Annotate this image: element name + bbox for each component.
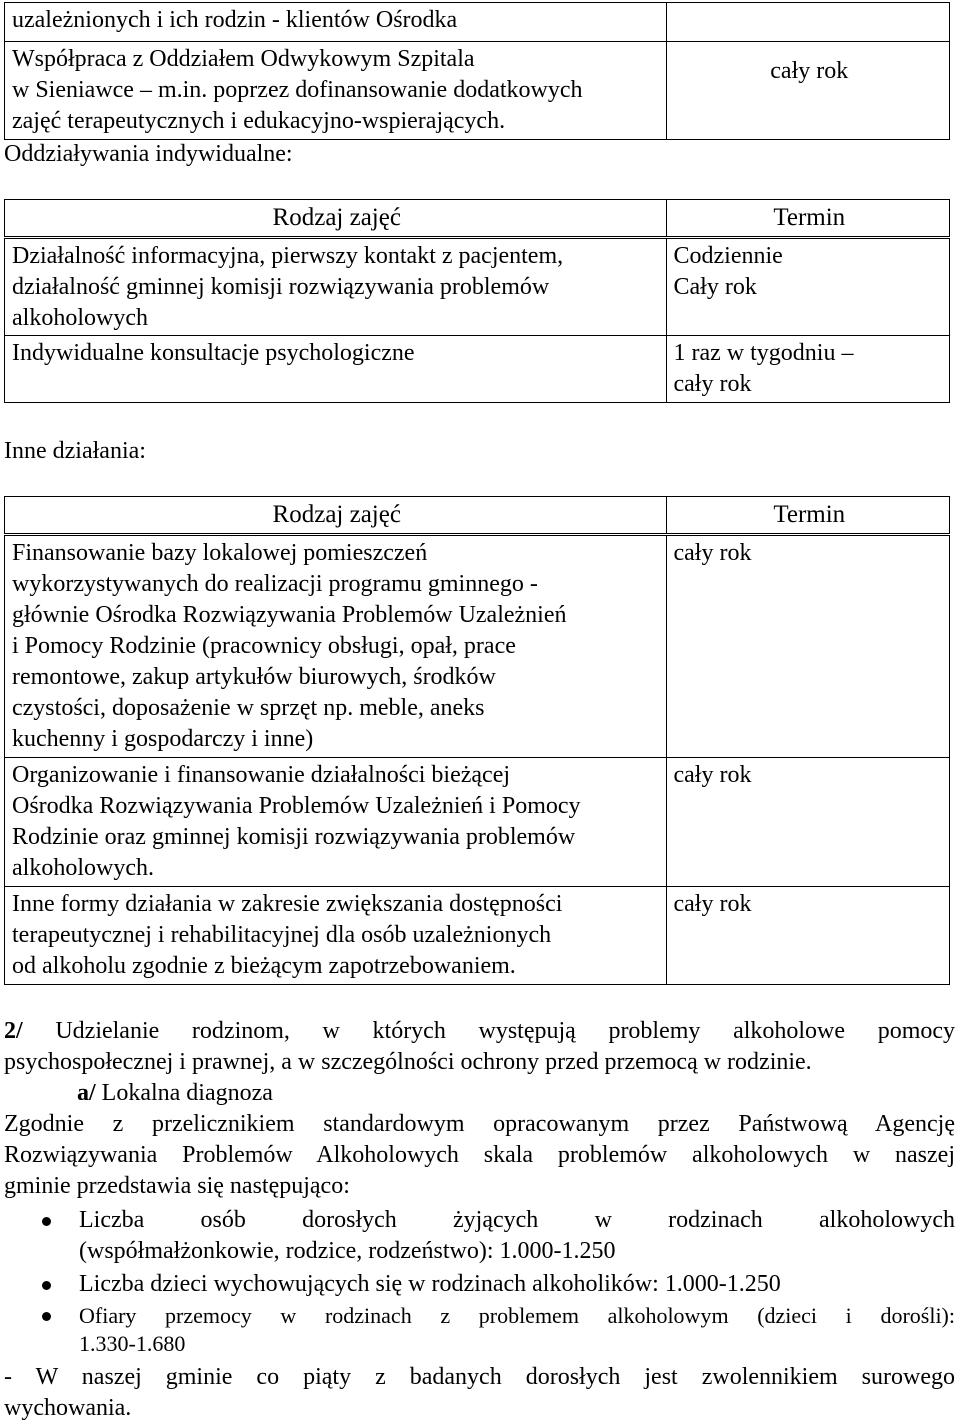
bullet-icon bbox=[42, 1281, 51, 1290]
row2-line-3: zajęć terapeutycznych i edukacyjno-wspierających. bbox=[12, 108, 506, 134]
other-row2-line1: Organizowanie i finansowanie działalności bieżącej bbox=[12, 762, 511, 788]
table-row bbox=[5, 3, 950, 42]
table-cell bbox=[5, 336, 667, 403]
table-cell bbox=[666, 42, 950, 140]
intro-line3: gminie przedstawia się następująco: bbox=[4, 1173, 350, 1199]
point2-line2: psychospołecznej i prawnej, a w szczególności ochrony przed przemocą w rodzinie. bbox=[4, 1049, 812, 1075]
table-cell bbox=[5, 887, 667, 985]
individual-table bbox=[4, 199, 950, 403]
diagnosis-list bbox=[0, 1205, 955, 1359]
other-row3-line2: terapeutycznej i rehabilitacyjnej dla osób uzależnionych bbox=[12, 922, 552, 948]
header-type: Rodzaj zajęć bbox=[5, 497, 667, 535]
table-row bbox=[5, 336, 950, 403]
bullet2-line1: Liczba dzieci wychowujących się w rodzinach alkoholików: 1.000-1.250 bbox=[79, 1271, 781, 1297]
individual-row2-term1: 1 raz w tygodniu – bbox=[673, 340, 854, 366]
table-row bbox=[5, 758, 950, 887]
other-row3-line1: Inne formy działania w zakresie zwiększania dostępności bbox=[12, 891, 563, 917]
individual-row1-line2: działalność gminnej komisji rozwiązywania problemów bbox=[12, 274, 550, 300]
table-cell bbox=[5, 3, 667, 42]
bullet3-line1: Ofiary przemocy w rodzinach z problemem alkoholowym (dzieci i dorośli): bbox=[79, 1303, 955, 1328]
other-row1-line7: kuchenny i gospodarczy i inne) bbox=[12, 726, 314, 752]
header-term: Termin bbox=[666, 200, 950, 238]
table-row bbox=[5, 887, 950, 985]
other-row2-line2: Ośrodka Rozwiązywania Problemów Uzależnień i Pomocy bbox=[12, 793, 581, 819]
individual-row1-term1: Codziennie bbox=[673, 243, 783, 269]
other-row1-line5: remontowe, zakup artykułów biurowych, środków bbox=[12, 664, 496, 690]
list-item bbox=[0, 1300, 955, 1359]
list-item bbox=[0, 1269, 955, 1300]
table-row bbox=[5, 535, 950, 758]
point2-paragraph bbox=[4, 1016, 955, 1078]
subsection-number: a/ bbox=[77, 1080, 96, 1106]
table-cell bbox=[666, 3, 950, 42]
other-row1-term: cały rok bbox=[673, 540, 752, 566]
bullet3-line2: 1.330-1.680 bbox=[79, 1331, 186, 1356]
subsection-title: Lokalna diagnoza bbox=[101, 1080, 273, 1106]
other-row2-line4: alkoholowych. bbox=[12, 855, 154, 881]
other-row1-line4: i Pomocy Rodzinie (pracownicy obsługi, opał, prace bbox=[12, 633, 516, 659]
closing-line1: - W naszej gminie co piąty z badanych dorosłych jest zwolennikiem surowego bbox=[4, 1364, 955, 1390]
table-cell bbox=[5, 535, 667, 758]
intro-line2: Rozwiązywania Problemów Alkoholowych skala problemów alkoholowych w naszej bbox=[4, 1142, 955, 1168]
row2-line-1: Współpraca z Oddziałem Odwykowym Szpitala bbox=[12, 46, 475, 72]
individual-row2-line1: Indywidualne konsultacje psychologiczne bbox=[12, 340, 415, 366]
row2-term: cały rok bbox=[770, 58, 849, 84]
table-header-row bbox=[5, 497, 950, 535]
section-heading-other: Inne działania: bbox=[4, 438, 146, 464]
other-row1-line1: Finansowanie bazy lokalowej pomieszczeń bbox=[12, 540, 428, 566]
other-row1-line2: wykorzystywanych do realizacji programu gminnego - bbox=[12, 571, 538, 597]
bullet1-line2: (współmałżonkowie, rodzice, rodzeństwo): 1.000-1.250 bbox=[79, 1238, 616, 1264]
bullet-icon bbox=[42, 1217, 51, 1226]
intro-paragraph bbox=[4, 1109, 955, 1202]
row2-line-2: w Sieniawce – m.in. poprzez dofinansowanie dodatkowych bbox=[12, 77, 583, 103]
bullet-icon bbox=[42, 1312, 51, 1321]
table-cell bbox=[666, 336, 950, 403]
closing-paragraph bbox=[4, 1362, 955, 1424]
table-header-row bbox=[5, 200, 950, 238]
header-type: Rodzaj zajęć bbox=[5, 200, 667, 238]
top-table bbox=[4, 2, 950, 140]
table-cell bbox=[5, 758, 667, 887]
individual-row1-line3: alkoholowych bbox=[12, 305, 148, 331]
other-row3-term: cały rok bbox=[673, 891, 752, 917]
closing-line2: wychowania. bbox=[4, 1395, 132, 1421]
individual-row1-line1: Działalność informacyjna, pierwszy kontakt z pacjentem, bbox=[12, 243, 564, 269]
section-heading-individual: Oddziaływania indywidualne: bbox=[4, 141, 293, 167]
table-cell bbox=[5, 238, 667, 336]
other-row3-line3: od alkoholu zgodnie z bieżącym zapotrzebowaniem. bbox=[12, 953, 516, 979]
individual-row2-term2: cały rok bbox=[673, 371, 752, 397]
table-cell bbox=[666, 758, 950, 887]
other-row1-line6: czystości, doposażenie w sprzęt np. meble, aneks bbox=[12, 695, 485, 721]
table-cell bbox=[666, 887, 950, 985]
table-cell bbox=[666, 535, 950, 758]
other-table bbox=[4, 496, 950, 985]
bullet1-line1: Liczba osób dorosłych żyjących w rodzinach alkoholowych bbox=[79, 1207, 955, 1233]
point2-line1 bbox=[4, 1016, 955, 1047]
subsection-heading bbox=[77, 1078, 273, 1109]
table-cell bbox=[5, 42, 667, 140]
table-cell bbox=[666, 238, 950, 336]
list-item bbox=[0, 1205, 955, 1267]
point2-line1-text: Udzielanie rodzinom, w których występują problemy alkoholowe pomocy bbox=[55, 1018, 956, 1044]
individual-row1-term2: Cały rok bbox=[673, 274, 757, 300]
table-row bbox=[5, 238, 950, 336]
other-row2-line3: Rodzinie oraz gminnej komisji rozwiązywania problemów bbox=[12, 824, 576, 850]
row1-text: uzależnionych i ich rodzin - klientów Ośrodka bbox=[12, 7, 458, 33]
point2-number: 2/ bbox=[4, 1018, 23, 1044]
intro-line1: Zgodnie z przelicznikiem standardowym opracowanym przez Państwową Agencję bbox=[4, 1111, 955, 1137]
header-term: Termin bbox=[666, 497, 950, 535]
other-row1-line3: głównie Ośrodka Rozwiązywania Problemów Uzależnień bbox=[12, 602, 567, 628]
table-row bbox=[5, 42, 950, 140]
other-row2-term: cały rok bbox=[673, 762, 752, 788]
